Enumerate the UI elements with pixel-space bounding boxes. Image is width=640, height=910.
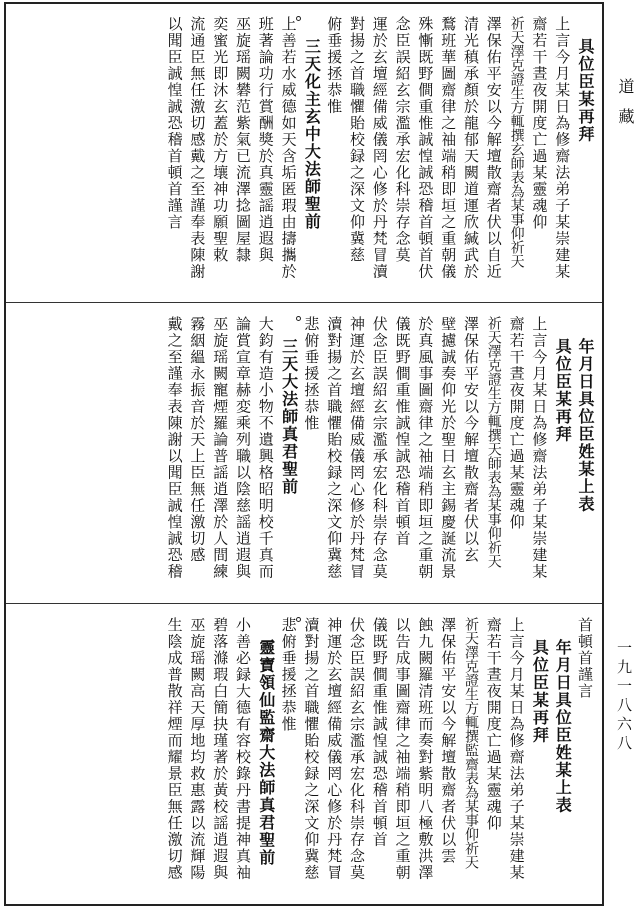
- heading-column: 三天化主玄中大法師聖前: [302, 38, 322, 231]
- text-column: 悲俯垂援拯恭惟: [279, 617, 298, 733]
- text-column: 上言今月某日為修齋法弟子某崇建某: [553, 16, 572, 280]
- collection-title: 道藏: [616, 78, 635, 138]
- panel-divider-top: [6, 302, 602, 303]
- text-column: 以聞臣誠惶誠恐稽首頓首謹言: [165, 16, 184, 231]
- text-column: 流通臣無任激切感戴之至謹奉表陳謝: [188, 16, 207, 280]
- text-column: 祈天澤克證生方輒撰天師表為某事仰祈天: [485, 316, 502, 568]
- text-column: 鶩班華圖齋律之䄂端稍即垣之重朝儀: [439, 16, 458, 280]
- heading-column: 年月日具位臣姓某上表: [553, 639, 573, 814]
- text-column: 悲俯垂援拯恭惟: [302, 316, 321, 432]
- text-column: 伏念臣誤紹玄宗濫承宏化科崇存念莫: [348, 617, 366, 881]
- text-column: 蝕九闕羅清班而奏對紫明八極敷洪澤: [416, 617, 435, 881]
- heading-column: 年月日具位臣姓某上表: [576, 338, 595, 513]
- binding-hole-mark: [296, 316, 301, 321]
- text-column: 奕蜜光即沐玄蓋於方壤神功願聖敕: [211, 16, 230, 264]
- text-column: 運於玄壇經備威儀罔心修於丹梵冒瀆: [370, 16, 389, 280]
- text-column: 巫旋瑶闕寵煙羅論普謡逍澤於人間練: [211, 316, 230, 580]
- text-column: 殊慚既野僴重惟誠惶誠恐稽首頓首伏: [416, 16, 435, 280]
- heading-column: 具位臣某再拜: [530, 639, 550, 744]
- text-column: 於真風事圖齋律之䄂端稍即垣之重朝: [416, 316, 435, 580]
- text-column: 澤保佑平安以今解壇散齋者伏以雲: [439, 617, 458, 865]
- text-column: 巫旋瑶闕高天厚地均救惠露以流輝陽: [188, 617, 207, 881]
- text-column: 澤保佑平安以今解壇散齋者伏以自近: [484, 16, 503, 280]
- text-column: 上善若水威德如天含垢匿瑕由擣攜於: [279, 16, 298, 280]
- text-column: 神運於玄壇經備威儀罔心修於丹梵冒: [325, 617, 344, 881]
- text-column: 上言今月某日為修齋法弟子某崇建某: [530, 316, 549, 580]
- text-column: 壁攄誠奏仰光於聖日玄主錫慶誕流景: [439, 316, 458, 580]
- text-column: 祈天澤克證生方輒撰監齋表為某事仰祈天: [463, 617, 479, 869]
- text-column: 論賞宣章赫変乘列職以陰慈謡逍遐與: [234, 316, 252, 580]
- text-column: 戴之至謹奉表陳謝以聞臣誠惶誠恐稽: [165, 316, 184, 580]
- text-column: 齋若干晝夜開度亡過某靈魂仰: [507, 316, 526, 531]
- text-column: 齋若干晝夜開度亡過某靈魂仰: [484, 617, 503, 832]
- text-column: 瀆對揚之首職懼貽校録之深文仰冀慈: [302, 617, 321, 881]
- page-number: 一九一八六八: [615, 640, 633, 754]
- text-column: 清光稹承顏於龍郁天闕道運欣緘武於: [462, 16, 480, 280]
- text-column: 瀆對揚之首職懼貽校録之深文仰冀慈: [325, 316, 344, 580]
- text-column: 首頓首謹言: [576, 617, 594, 700]
- text-column: 霧絪縕永振音於天上臣無任激切感: [188, 316, 207, 564]
- text-column: 儀既野僴重惟誠惶誠恐稽首頓首: [393, 316, 412, 547]
- panel-divider-bottom: [6, 603, 602, 604]
- text-column: 碧落滌瑕白簡抉瑾著於黃校謡逍遐與: [211, 617, 230, 881]
- heading-column: 具位臣某再拜: [576, 38, 595, 143]
- text-column: 澤保佑平安以今解壇散齋者伏以玄: [462, 316, 480, 564]
- text-column: 小善必録大德有容校錄丹書提神真䄂: [234, 617, 252, 881]
- text-column: 以告成事圖齋律之䄂端稍即垣之重朝: [393, 617, 412, 881]
- text-column: 上言今月某日為修齋法弟子某崇建某: [507, 617, 526, 881]
- text-column: 俯垂援拯恭惟: [325, 16, 344, 115]
- text-column: 祈天澤克證生方輒撰玄師表為某事仰祈天: [508, 16, 525, 268]
- text-column: 儀既野僴重惟誠惶誠恐稽首頓首: [370, 617, 389, 848]
- heading-column: 具位臣某再拜: [553, 338, 573, 443]
- text-column: 念臣誤紹玄宗濫承宏化科崇存念莫: [393, 16, 412, 264]
- heading-column: 靈寶領仙監齋大法師真君聖前: [256, 639, 276, 867]
- text-column: 班著論功行賞酬獎於真靈謡逍遐與: [256, 16, 275, 264]
- text-column: 對揚之首職懼貽校録之深文仰冀慈: [348, 16, 366, 264]
- text-column: 大鈞有造小物不遺興格昭明校千真而: [256, 316, 275, 580]
- text-column: 巫旋瑶闕礬范紫氣已流澤捻圖屋隸: [234, 16, 252, 264]
- text-column: 神運於玄壇經備威儀罔心修於丹梵冒: [348, 316, 366, 580]
- text-column: 生陰成普散祥煙而耀景臣無任激切感: [165, 617, 184, 881]
- text-column: 齋若干晝夜開度亡過某靈魂仰: [530, 16, 549, 231]
- text-column: 伏念臣誤紹玄宗濫承宏化科崇存念莫: [370, 316, 389, 580]
- heading-column: 三天大法師真君聖前: [279, 338, 299, 496]
